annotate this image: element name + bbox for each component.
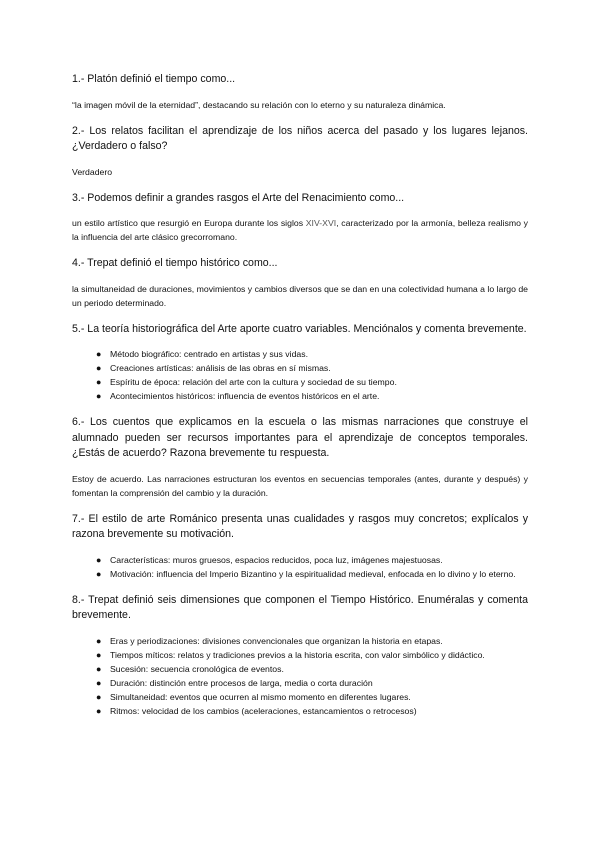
answer-3 bbox=[72, 216, 528, 244]
bullet-icon: ● bbox=[96, 635, 102, 646]
bullet-icon: ● bbox=[96, 391, 102, 401]
list-item: ● Duración: distinción entre procesos de larga, media o corta duración bbox=[96, 677, 373, 688]
bullet-icon: ● bbox=[96, 649, 102, 660]
answer-5-list bbox=[72, 347, 528, 403]
question-4: 4.- Trepat definió el tiempo histórico como... bbox=[72, 257, 278, 269]
bullet-icon: ● bbox=[96, 691, 102, 702]
bullet-icon: ● bbox=[96, 663, 102, 674]
list-item: ● Acontecimientos históricos: influencia de eventos históricos en el arte. bbox=[96, 391, 380, 401]
list-item: ● Creaciones artísticas: análisis de las obras en sí mismas. bbox=[96, 363, 331, 373]
answer-4: la simultaneidad de duraciones, movimientos y cambios diversos que se dan en una colectividad humana a lo largo de un periodo determinado. bbox=[72, 283, 528, 308]
list-item: ● Ritmos: velocidad de los cambios (aceleraciones, estancamientos o retrocesos) bbox=[96, 705, 417, 716]
question-7: 7.- El estilo de arte Románico presenta unas cualidades y rasgos muy concretos; explícalos y razona brevemente su motivación. bbox=[72, 512, 528, 540]
question-1: 1.- Platón definió el tiempo como... bbox=[72, 73, 236, 85]
answer-7-list bbox=[72, 553, 528, 581]
bullet-icon: ● bbox=[96, 363, 102, 373]
list-item: ● Simultaneidad: eventos que ocurren al mismo momento en diferentes lugares. bbox=[96, 691, 411, 702]
answer-3-centuries: XIV-XVI bbox=[305, 218, 337, 228]
bullet-icon: ● bbox=[96, 705, 102, 716]
list-item: ● Motivación: influencia del Imperio Bizantino y la espiritualidad medieval, enfocada en lo divino y lo eterno. bbox=[96, 568, 516, 579]
answer-2: Verdadero bbox=[72, 166, 113, 177]
question-6: 6.- Los cuentos que explicamos en la escuela o las mismas narraciones que construye el alumnado pueden ser recursos importantes para el aprendizaje de conceptos temporales. ¿Estás de acuerdo? Razona brevemente tu respuesta. bbox=[72, 416, 528, 459]
bullet-icon: ● bbox=[96, 677, 102, 688]
bullet-icon: ● bbox=[96, 349, 102, 359]
list-item: ● Espíritu de época: relación del arte con la cultura y sociedad de su tiempo. bbox=[96, 377, 397, 387]
bullet-icon: ● bbox=[96, 568, 102, 579]
list-item: ● Método biográfico: centrado en artistas y sus vidas. bbox=[96, 349, 308, 359]
question-3: 3.- Podemos definir a grandes rasgos el Arte del Renacimiento como... bbox=[72, 191, 405, 204]
answer-1: “la imagen móvil de la eternidad”, destacando su relación con lo eterno y su naturaleza dinámica. bbox=[72, 99, 446, 110]
list-item: ● Tiempos míticos: relatos y tradiciones previos a la historia escrita, con valor simbólico y didáctico. bbox=[96, 649, 485, 660]
answer-6: Estoy de acuerdo. Las narraciones estructuran los eventos en secuencias temporales (antes, durante y después) y fomentan la comprensión del cambio y la duración. bbox=[72, 473, 528, 498]
document-body bbox=[72, 72, 528, 718]
question-5: 5.- La teoría historiográfica del Arte aporte cuatro variables. Menciónalos y comenta brevemente. bbox=[72, 322, 527, 335]
answer-8-list bbox=[72, 634, 528, 718]
answer-3-before: un estilo artístico que resurgió en Europa durante los siglos bbox=[72, 218, 306, 228]
bullet-icon: ● bbox=[96, 377, 102, 387]
question-8: 8.- Trepat definió seis dimensiones que componen el Tiempo Histórico. Enuméralas y comenta brevemente. bbox=[72, 593, 528, 621]
question-2: 2.- Los relatos facilitan el aprendizaje de los niños acerca del pasado y los lugares lejanos. ¿Verdadero o falso? bbox=[72, 124, 528, 152]
answer-3-after: , caracterizado por la armonía, belleza realismo y la influencia del arte clásico grecorromano. bbox=[72, 218, 528, 242]
bullet-icon: ● bbox=[96, 554, 102, 565]
list-item: ● Características: muros gruesos, espacios reducidos, poca luz, imágenes majestuosas. bbox=[96, 554, 443, 565]
list-item: ● Sucesión: secuencia cronológica de eventos. bbox=[96, 663, 284, 674]
list-item: ● Eras y periodizaciones: divisiones convencionales que organizan la historia en etapas. bbox=[96, 635, 443, 646]
